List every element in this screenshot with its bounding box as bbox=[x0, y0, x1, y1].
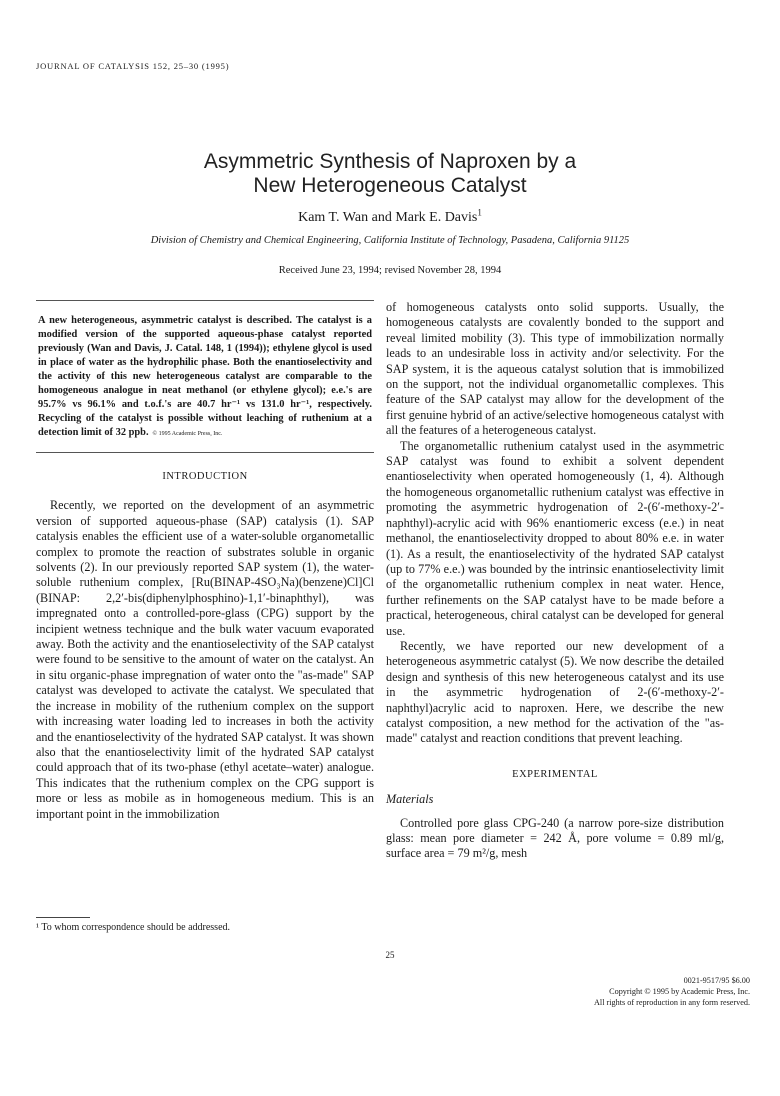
materials-paragraph: Controlled pore glass CPG-240 (a narrow pore-size distribution glass: mean pore diameter = 242 Å, pore volume = 0.89 ml/g, surface area = 79 m²/g, mesh bbox=[386, 815, 724, 861]
affiliation: Division of Chemistry and Chemical Engineering, California Institute of Technology, Pasadena, California 91125 bbox=[150, 235, 630, 246]
intro-paragraph-2: of homogeneous catalysts onto solid supports. Usually, the homogeneous catalysts are covalently bonded to the support and reveal limited mobility (3). This type of immobilization normally leads to an undesirable loss in activity and/or selectivity. For the SAP system, it is the aqueous catalyst solution that is immobilized on the support, not the individual organometallic complexes. This feature of the SAP catalyst may allow for the development of the first genuine hybrid of an active/selective homogeneous catalyst with all the features of a heterogeneous catalyst. bbox=[386, 300, 724, 438]
intro-paragraph-3: The organometallic ruthenium catalyst used in the asymmetric SAP catalyst was found to exhibit a solvent dependent enantioselectivity when operated homogeneously (1, 4). Although the homogeneous organometallic ruthenium catalyst was effective in promoting the asymmetric hydrogenation of 2-(6′-methoxy-2′-naphthyl)-acrylic acid with 96% enantiomeric excess (e.e.) in neat methanol, the enantioselectivity dropped to about 80% e.e. in water (1). As a result, the enantioselectivity of the hydrated SAP catalyst (up to 77% e.e.) was bounded by the intrinsic enantioselectivity limit of the organometallic ruthenium complex in neat water. Hence, further refinements on the SAP catalyst have to be made before a practical, heterogeneous, chiral catalyst can be developed for general use. bbox=[386, 438, 724, 638]
received-dates: Received June 23, 1994; revised November 28, 1994 bbox=[278, 265, 502, 276]
abstract-top-rule bbox=[36, 300, 374, 301]
abstract-text: A new heterogeneous, asymmetric catalyst is described. The catalyst is a modified version of the supported aqueous-phase catalyst reported previously (Wan and Davis, J. Catal. 148, 1 (1994)); ethylene glycol is used in place of water as the hydrophilic phase. Both the enantioselectivity and the activity of this new heterogeneous catalyst are comparable to the homogeneous analogue in neat methanol (or ethylene glycol); e.e.'s are 95.7% vs 96.1% and t.o.f.'s are 40.7 hr⁻¹ vs 131.0 hr⁻¹, respectively. Recycling of the catalyst is possible without leaching of ruthenium at a detection limit of 32 ppb. bbox=[38, 315, 372, 438]
intro-paragraph-1: Recently, we reported on the development of an asymmetric version of supported aqueous-phase (SAP) catalysis (1). SAP catalysis enables the efficient use of a water-soluble organometallic complex to promote the reaction of substrates soluble in organic solvents (2). In our previously reported SAP system (1), the water-soluble ruthenium complex, [Ru(BINAP-4SO₃Na)(benzene)Cl]Cl (BINAP: 2,2′-bis(diphenylphosphino)-1,1′-binaphthyl), was impregnated onto a controlled-pore-glass (CPG) support by the incipient wetness technique and the bulk water vacuum evaporated away. Both the activity and the enantioselectivity of the SAP catalyst were found to be sensitive to the amount of water on the catalyst. An in situ organic-phase impregnation of water onto the "as-made" SAP catalyst was developed to activate the catalyst. We speculated that the increase in mobility of the ruthenium complex on the support with increasing water loading led to increases in both the activity and the enantioselectivity of the hydrated SAP catalyst. It was shown also that the enantioselectivity limit of the hydrated SAP catalyst could approach that of its two-phase (ethyl acetate–water) analogue. This indicates that the ruthenium complex on the CPG support is more or less as mobile as in homogeneous medium. This is an important point in the immobilization bbox=[36, 498, 374, 821]
experimental-heading: EXPERIMENTAL bbox=[512, 768, 598, 780]
right-column bbox=[386, 300, 724, 862]
copyright-line: Copyright © 1995 by Academic Press, Inc. bbox=[609, 987, 750, 996]
journal-header: JOURNAL OF CATALYSIS 152, 25–30 (1995) bbox=[36, 61, 230, 71]
article-title bbox=[0, 150, 780, 198]
rights-line: All rights of reproduction in any form reserved. bbox=[594, 998, 750, 1007]
author-names: Kam T. Wan and Mark E. Davis bbox=[298, 210, 478, 225]
introduction-heading: INTRODUCTION bbox=[162, 471, 248, 482]
abstract-bottom-rule bbox=[36, 452, 374, 453]
page-number: 25 bbox=[385, 950, 395, 960]
issn-price: 0021-9517/95 $6.00 bbox=[683, 976, 750, 985]
author-line bbox=[0, 207, 780, 226]
author-footnote-mark: 1 bbox=[477, 207, 482, 218]
copyright-block bbox=[594, 975, 750, 1008]
title-line-2: New Heterogeneous Catalyst bbox=[253, 174, 527, 197]
abstract-copyright: © 1995 Academic Press, Inc. bbox=[152, 431, 223, 437]
footnote: ¹ To whom correspondence should be addressed. bbox=[36, 922, 231, 933]
left-column bbox=[36, 300, 374, 822]
title-line-1: Asymmetric Synthesis of Naproxen by a bbox=[203, 150, 577, 173]
footnote-rule bbox=[36, 917, 90, 918]
abstract bbox=[38, 314, 372, 441]
intro-paragraph-4: Recently, we have reported our new development of a heterogeneous asymmetric catalyst (5). We now describe the detailed design and synthesis of this new heterogeneous catalyst and its use in the asymmetric hydrogenation of 2-(6′-methoxy-2′-naphthyl)acrylic acid to naproxen. Here, we describe the new catalyst composition, a new method for the activation of the "as-made" catalyst and reaction conditions that prevent leaching. bbox=[386, 638, 724, 746]
materials-heading: Materials bbox=[386, 792, 434, 807]
